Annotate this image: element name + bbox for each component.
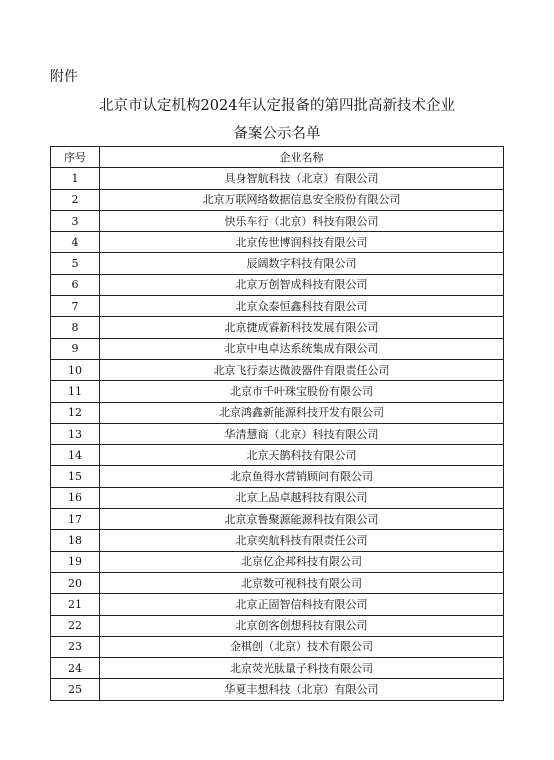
- table-row: [51, 189, 504, 210]
- table-row: [51, 466, 504, 487]
- company-name: 北京奕航科技有限责任公司: [100, 530, 504, 551]
- row-index: 9: [51, 338, 100, 359]
- row-index: 20: [51, 572, 100, 593]
- table-row: [51, 338, 504, 359]
- row-index: 24: [51, 658, 100, 679]
- company-name: 北京鱼得水营销顾问有限公司: [100, 466, 504, 487]
- row-index: 3: [51, 210, 100, 231]
- row-index: 1: [51, 168, 100, 189]
- row-index: 12: [51, 402, 100, 423]
- table-row: [51, 168, 504, 189]
- row-index: 11: [51, 381, 100, 402]
- company-name: 具身智航科技（北京）有限公司: [100, 168, 504, 189]
- company-name: 北京万联网络数据信息安全股份有限公司: [100, 189, 504, 210]
- company-name: 快乐车行（北京）科技有限公司: [100, 210, 504, 231]
- company-name: 北京京鲁聚源能源科技有限公司: [100, 509, 504, 530]
- row-index: 15: [51, 466, 100, 487]
- company-name: 北京市千叶珠宝股份有限公司: [100, 381, 504, 402]
- document-title: 北京市认定机构2024年认定报备的第四批高新技术企业: [99, 98, 455, 114]
- table-row: [51, 232, 504, 253]
- row-index: 18: [51, 530, 100, 551]
- header-index: 序号: [51, 147, 100, 168]
- company-name: 北京天鹊科技有限公司: [100, 445, 504, 466]
- table-row: [51, 402, 504, 423]
- row-index: 25: [51, 679, 100, 700]
- row-index: 10: [51, 359, 100, 380]
- table-row: [51, 423, 504, 444]
- table-row: [51, 296, 504, 317]
- company-name: 北京鸿鑫新能源科技开发有限公司: [100, 402, 504, 423]
- company-name: 北京万创智成科技有限公司: [100, 274, 504, 295]
- company-name: 北京众泰恒鑫科技有限公司: [100, 296, 504, 317]
- table-row: [51, 572, 504, 593]
- table-row: [51, 381, 504, 402]
- table-row: [51, 679, 504, 700]
- company-name: 辰阔数字科技有限公司: [100, 253, 504, 274]
- document-subtitle: 备案公示名单: [233, 126, 321, 142]
- table-row: [51, 615, 504, 636]
- table-row: [51, 509, 504, 530]
- table-row: [51, 210, 504, 231]
- company-name: 北京正固智信科技有限公司: [100, 594, 504, 615]
- row-index: 8: [51, 317, 100, 338]
- company-name: 北京创客创想科技有限公司: [100, 615, 504, 636]
- table-row: [51, 253, 504, 274]
- company-name: 华清慧商（北京）科技有限公司: [100, 423, 504, 444]
- table-row: [51, 658, 504, 679]
- table-row: [51, 274, 504, 295]
- company-name: 北京飞行泰达微波器件有限责任公司: [100, 359, 504, 380]
- row-index: 21: [51, 594, 100, 615]
- company-name: 北京亿企邦科技有限公司: [100, 551, 504, 572]
- row-index: 16: [51, 487, 100, 508]
- company-name: 金棋创（北京）技术有限公司: [100, 636, 504, 657]
- table-row: [51, 487, 504, 508]
- row-index: 17: [51, 509, 100, 530]
- row-index: 13: [51, 423, 100, 444]
- row-index: 22: [51, 615, 100, 636]
- table-header-row: [51, 147, 504, 168]
- table-row: [51, 551, 504, 572]
- table-row: [51, 359, 504, 380]
- company-name: 北京捷成睿新科技发展有限公司: [100, 317, 504, 338]
- table-row: [51, 594, 504, 615]
- row-index: 23: [51, 636, 100, 657]
- table-row: [51, 317, 504, 338]
- company-name: 北京上品卓越科技有限公司: [100, 487, 504, 508]
- company-name: 北京荧光肽量子科技有限公司: [100, 658, 504, 679]
- row-index: 7: [51, 296, 100, 317]
- table-row: [51, 530, 504, 551]
- company-name: 华夏丰想科技（北京）有限公司: [100, 679, 504, 700]
- row-index: 14: [51, 445, 100, 466]
- header-company-name: 企业名称: [100, 147, 504, 168]
- company-name: 北京传世博润科技有限公司: [100, 232, 504, 253]
- row-index: 19: [51, 551, 100, 572]
- table-row: [51, 445, 504, 466]
- company-name: 北京中电卓达系统集成有限公司: [100, 338, 504, 359]
- company-name: 北京数可视科技有限公司: [100, 572, 504, 593]
- row-index: 4: [51, 232, 100, 253]
- attachment-label: 附件: [50, 69, 78, 85]
- row-index: 5: [51, 253, 100, 274]
- company-table: [50, 146, 504, 701]
- row-index: 6: [51, 274, 100, 295]
- row-index: 2: [51, 189, 100, 210]
- table-row: [51, 636, 504, 657]
